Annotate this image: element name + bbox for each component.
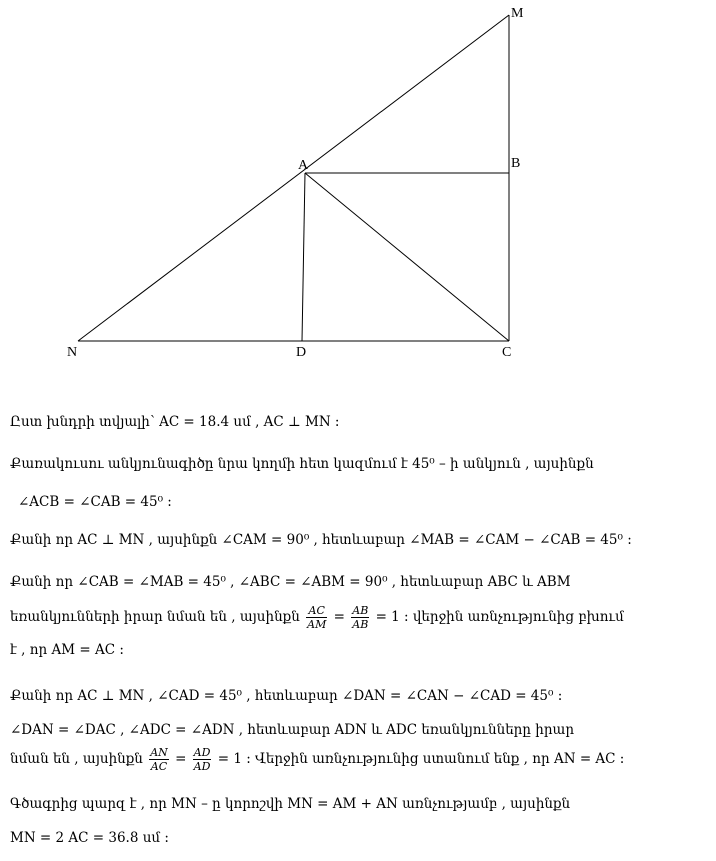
segment-AC [305,173,509,341]
fraction-ad-ad-num: AD [193,746,211,759]
label-M: M [511,6,524,21]
segment-AD [302,173,305,341]
line-am-ac: է , որ AM = AC : [10,642,124,658]
label-D: D [296,345,307,360]
fraction-ad-ad-den: AD [193,760,211,773]
label-N: N [67,345,78,360]
line-ratio-1-lead: եռանկյունների իրար նման են , այսինքն [10,609,300,625]
line-similar-abc: Քանի որ ∠CAB = ∠MAB = 45⁰ , ∠ABC = ∠ABM = 90⁰ , հետևաբար ABC և ABM [10,574,571,590]
line-given: Ըստ խնդրի տվյալի՝ AC = 18.4 սմ , AC ⊥ MN : [10,414,340,430]
fraction-ac-am-den: AM [307,618,327,631]
segment-NM [78,15,509,341]
fraction-ab-ab-num: AB [352,604,369,617]
line-angle-mab: Քանի որ AC ⊥ MN , այսինքն ∠CAM = 90⁰ , հետևաբար ∠MAB = ∠CAM − ∠CAB = 45⁰ : [10,532,632,548]
fraction-ac-am [306,604,327,631]
fraction-ac-am-num: AC [306,604,327,618]
line-angle-acb: ∠ACB = ∠CAB = 45⁰ : [18,494,172,510]
line-answer: MN = 2 AC = 36.8 սմ : [10,830,169,846]
fraction-an-ac-den: AC [150,760,168,773]
fraction-an-ac-num: AN [150,746,168,759]
line-similar-adn: ∠DAN = ∠DAC , ∠ADC = ∠ADN , հետևաբար ADN և ADC եռանկյունները իրար [10,722,575,738]
line-mn-sum: Գծագրից պարզ է , որ MN – ը կորոշվի MN = AM + AN առնչությամբ , այսինքն [10,796,571,812]
equals-sign: = [333,609,345,625]
line-ratio-2-tail: = 1 : Վերջին առնչությունից ստանում ենք , որ AN = AC : [217,751,625,767]
equals-sign: = [175,751,187,767]
label-A: A [298,158,309,173]
fraction-an-ac [149,746,169,773]
label-B: B [511,156,521,171]
line-square-diagonal: Քառակուսու անկյունագիծը նրա կողմի հետ կազմում է 45⁰ – ի անկյուն , այսինքն [10,456,594,472]
line-ratio-2-lead: նման են , այսինքն [10,751,143,767]
fraction-ab-ab [351,604,369,631]
geometry-figure [0,0,716,380]
line-ratio-1 [10,604,624,631]
fraction-ad-ad [193,746,212,773]
fraction-ab-ab-den: AB [352,618,369,631]
line-ratio-2 [10,746,624,773]
line-ratio-1-tail: = 1 : վերջին առնչությունից բխում [375,609,624,625]
line-angle-dan: Քանի որ AC ⊥ MN , ∠CAD = 45⁰ , հետևաբար ∠DAN = ∠CAN − ∠CAD = 45⁰ : [10,688,563,704]
label-C: C [502,345,512,360]
